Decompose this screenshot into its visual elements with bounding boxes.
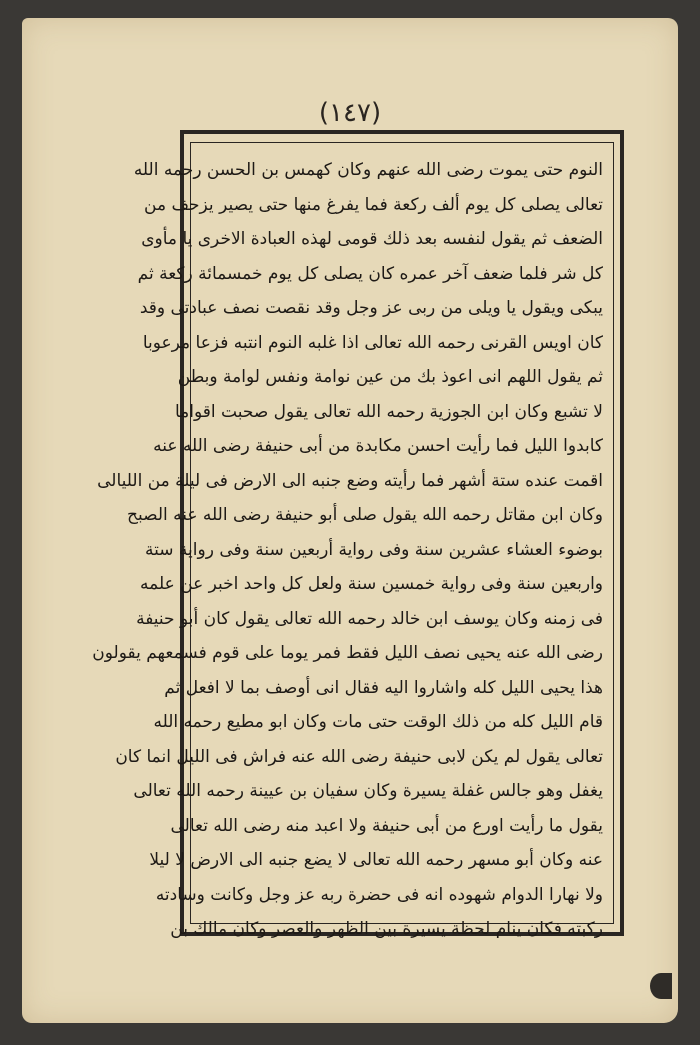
text-line: واربعين سنة وفى رواية خمسين سنة ولعل كل واحد اخبر عن علمه [140, 574, 603, 594]
text-line: فى زمنه وكان يوسف ابن خالد رحمه الله تعالى يقول كان أبو حنيفة [136, 608, 603, 629]
text-line: رضى الله عنه يحيى نصف الليل فقط فمر يوما على قوم فسمعهم يقولون [92, 643, 603, 663]
text-line: يقول ما رأيت اورع من أبى حنيفة ولا اعبد منه رضى الله تعالى [170, 815, 603, 836]
page-edge-hole [650, 973, 672, 999]
text-line: قام الليل كله من ذلك الوقت حتى مات وكان ابو مطيع رحمه الله [153, 712, 603, 732]
text-line: ثم يقول اللهم انى اعوذ بك من عين نوامة ونفس لوامة وبطن [177, 367, 603, 387]
text-line: الضعف ثم يقول لنفسه بعد ذلك قومى لهذه العبادة الاخرى يا مأوى [141, 229, 603, 249]
text-line: تعالى يصلى كل يوم ألف ركعة فما يفرغ منها حتى يصير يزحف من [144, 194, 603, 215]
text-line: ولا نهارا الدوام شهوده انه فى حضرة ربه عز وجل وكانت وسادته [155, 884, 603, 905]
text-line: يغفل وهو جالس غفلة يسيرة وكان سفيان بن عيينة رحمه الله تعالى [133, 781, 603, 801]
text-frame-inner-border [92, 142, 614, 939]
text-line: تعالى يقول لم يكن لابى حنيفة رضى الله عنه فراش فى الليل انما كان [115, 746, 603, 767]
text-line: هذا يحيى الليل كله واشاروا اليه فقال انى أوصف بما لا افعل ثم [164, 677, 603, 698]
text-frame [92, 130, 624, 939]
book-page [22, 18, 678, 1023]
text-line: كان اويس القرنى رحمه الله تعالى اذا غلبه النوم انتبه فزعا مرعوبا [142, 332, 603, 353]
page-number: (١٤٧) [318, 98, 382, 128]
text-line: النوم حتى يموت رضى الله عنهم وكان كهمس بن الحسن رحمه الله [133, 160, 603, 180]
text-line: اقمت عنده ستة أشهر فما رأيته وضع جنبه الى الارض فى ليلة من الليالى [97, 470, 603, 491]
text-line: لا تشبع وكان ابن الجوزية رحمه الله تعالى يقول صحبت اقواما [175, 401, 603, 422]
text-line: كابدوا الليل فما رأيت احسن مكابدة من أبى حنيفة رضى الله عنه [153, 436, 603, 456]
text-line: بوضوء العشاء عشرين سنة وفى رواية أربعين سنة وفى رواية ستة [145, 539, 603, 560]
arabic-text-block [92, 153, 603, 939]
text-line: وكان ابن مقاتل رحمه الله يقول صلى أبو حنيفة رضى الله عنه الصبح [126, 505, 603, 525]
text-line: كل شر فلما ضعف آخر عمره كان يصلى كل يوم خمسمائة ركعة ثم [137, 263, 603, 284]
text-line: عنه وكان أبو مسهر رحمه الله تعالى لا يضع جنبه الى الارض لا ليلا [149, 850, 603, 870]
text-line: ركبته فكان ينام لحظة يسيرة بين الظهر والعصر وكان مالك بن [170, 919, 603, 939]
text-line: يبكى ويقول يا ويلى من ربى عز وجل وقد نقصت نصف عبادتى وقد [139, 298, 603, 318]
